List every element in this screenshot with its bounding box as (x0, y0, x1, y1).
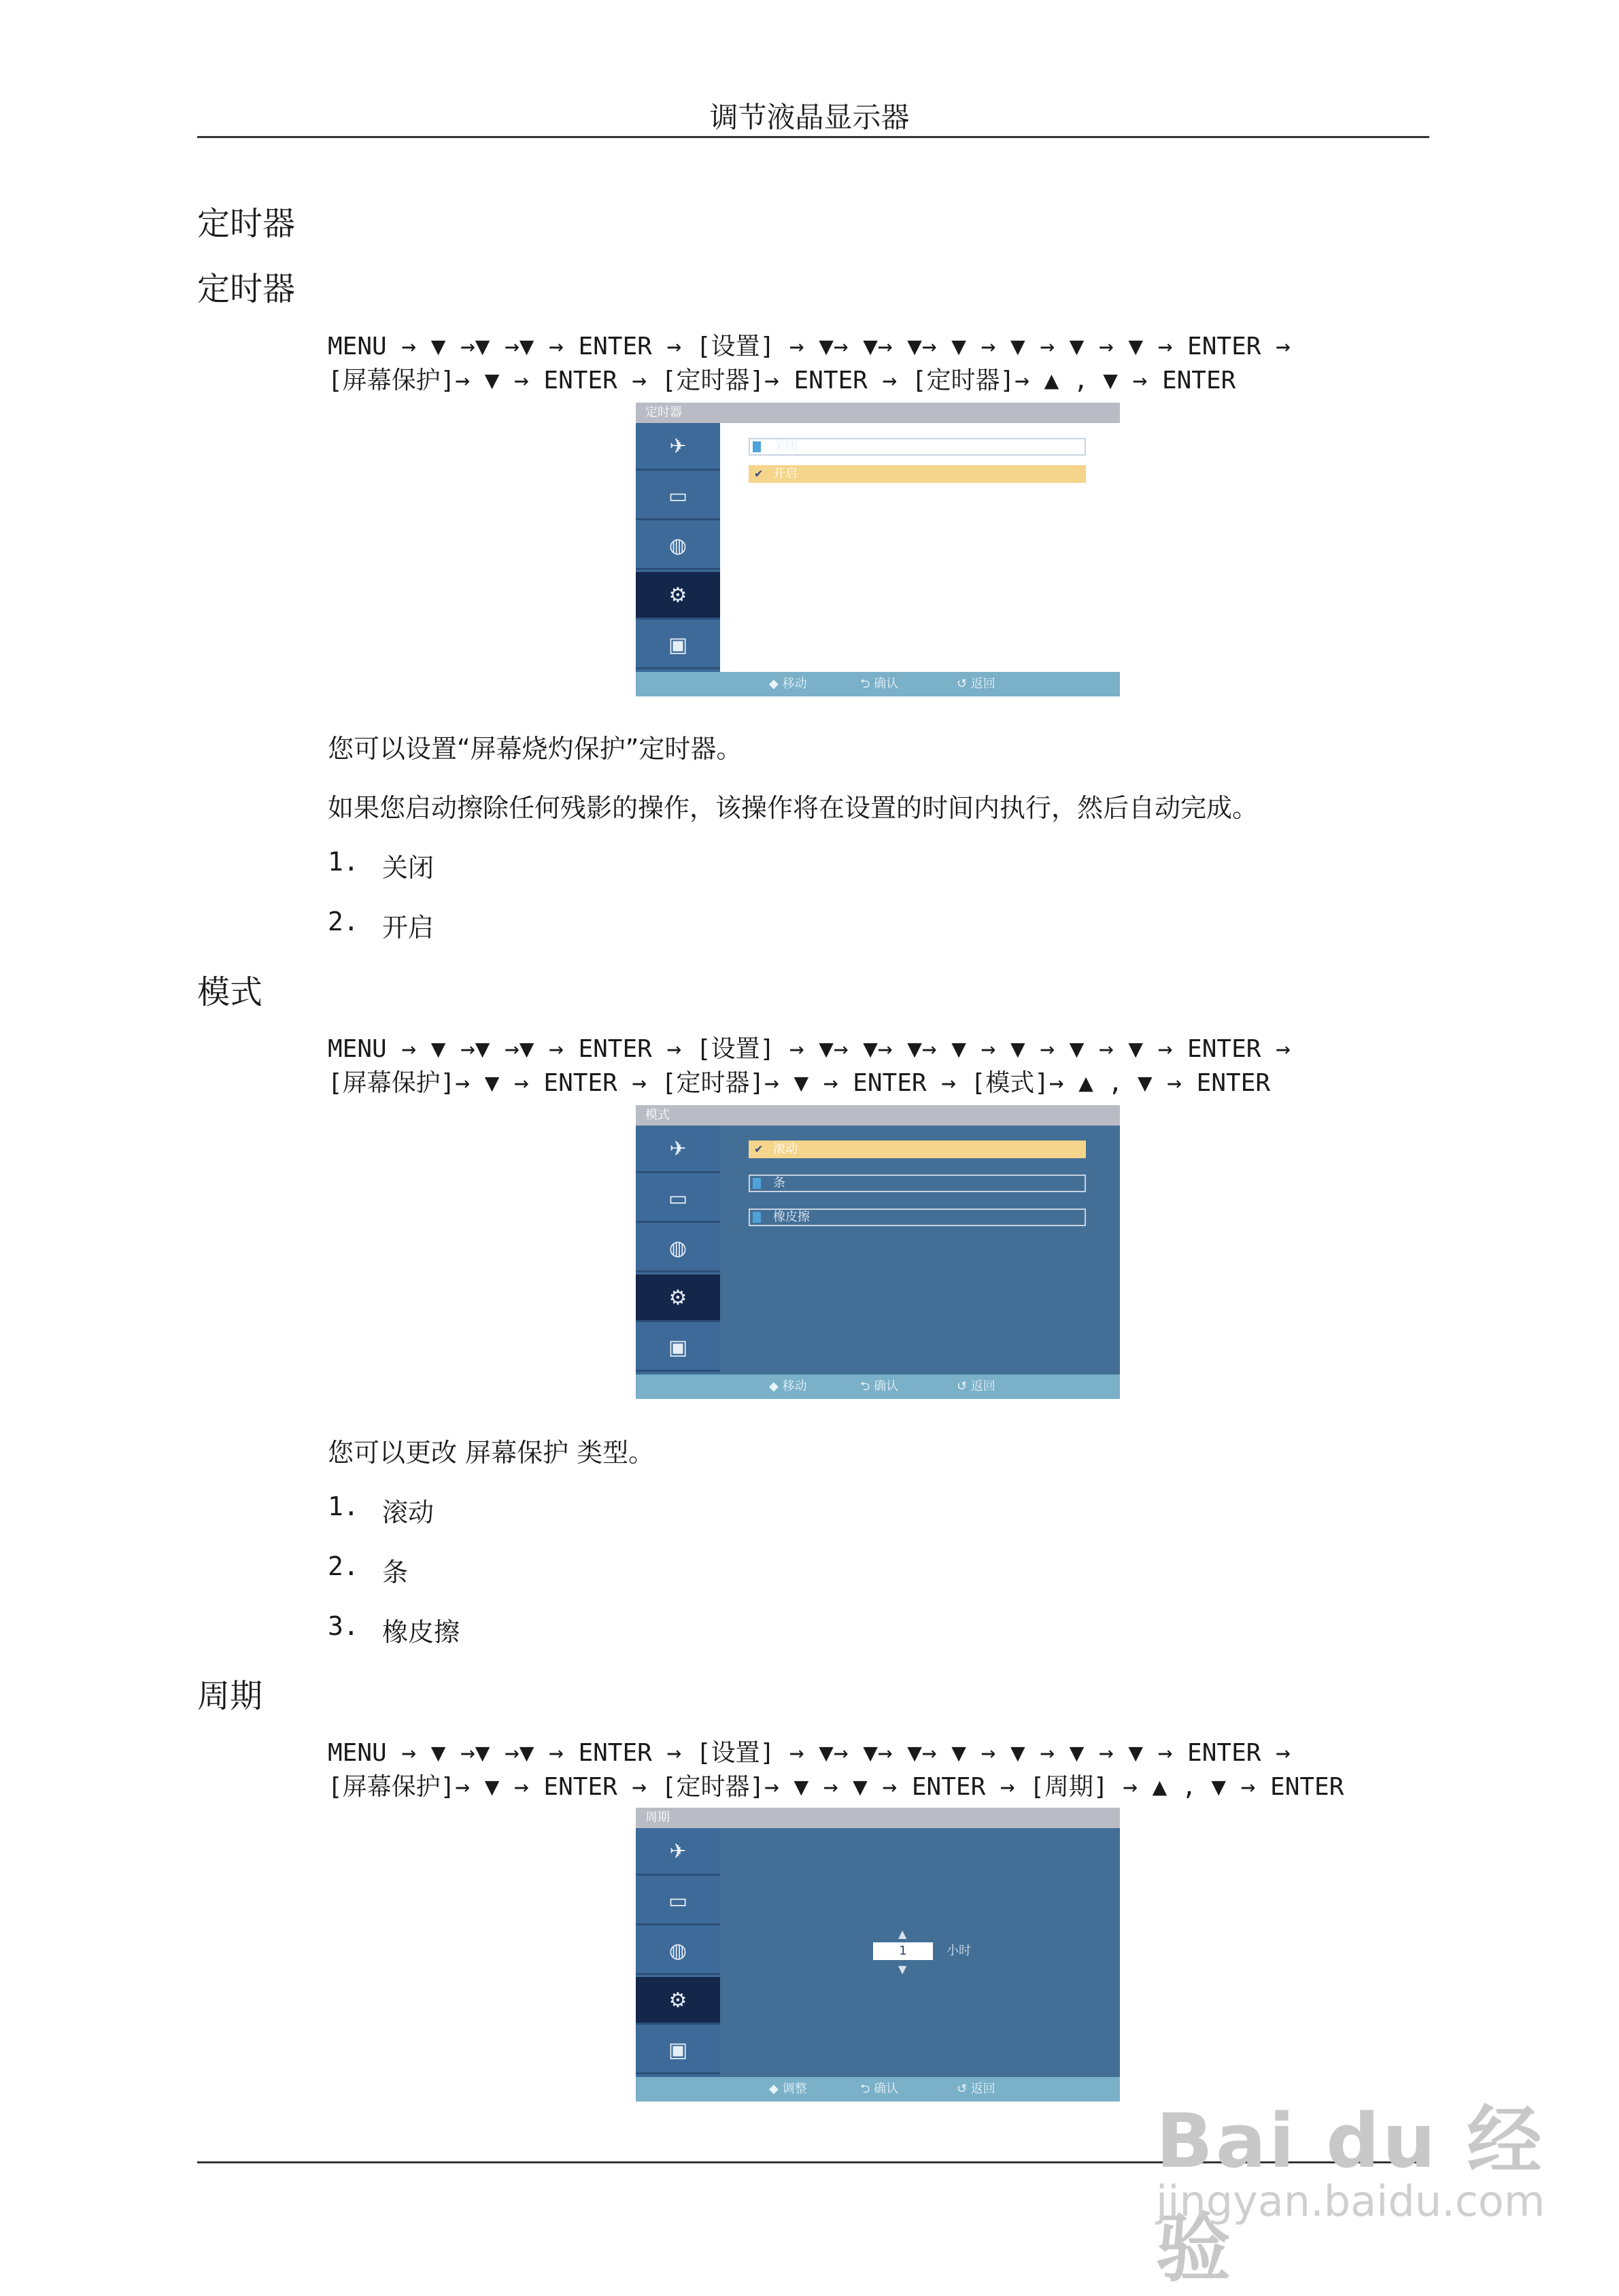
osd-sidebar (636, 1126, 720, 1374)
option-bar[interactable] (749, 1175, 1086, 1192)
footer-confirm: ⮌ 确认 (860, 677, 899, 691)
osd-footer (636, 1374, 1120, 1399)
osd-sidebar (636, 1828, 720, 2077)
header-rule (197, 136, 1429, 138)
footer-move: ◆ 移动 (769, 1379, 807, 1394)
nav-path-period-line1: MENU → ▼ →▼ →▼ → ENTER → [设置] → ▼→ ▼→ ▼→ ▼ → ▼ → ▼ → ▼ → ENTER → (328, 1739, 1291, 1767)
watermark-logo: Bai du 经验 (1156, 2097, 1545, 2292)
list-item-number: 2. (328, 1551, 359, 1581)
sound-icon[interactable]: ◍ (636, 1225, 720, 1272)
osd-title: 周期 (636, 1808, 1120, 1828)
list-item-number: 1. (328, 847, 359, 877)
paragraph-mode-desc: 您可以更改 屏幕保护 类型。 (328, 1438, 655, 1468)
nav-path-mode-line1: MENU → ▼ →▼ →▼ → ENTER → [设置] → ▼→ ▼→ ▼→ ▼ → ▼ → ▼ → ▼ → ENTER → (328, 1035, 1291, 1063)
list-item-bar: 条 (382, 1557, 409, 1587)
nav-path-timer-line2: [屏幕保护]→ ▼ → ENTER → [定时器]→ ENTER → [定时器]→ ▲ , ▼ → ENTER (328, 367, 1236, 394)
subsection-heading-timer: 定时器 (197, 270, 296, 308)
option-off[interactable] (749, 438, 1086, 456)
list-item-number: 3. (328, 1611, 359, 1641)
footer-back: ↺ 返回 (957, 1379, 995, 1394)
footer-adjust: ◆ 调整 (769, 2082, 807, 2096)
setup-gear-icon[interactable]: ⚙ (636, 1274, 720, 1322)
sound-icon[interactable]: ◍ (636, 1927, 720, 1975)
setup-gear-icon[interactable]: ⚙ (636, 572, 720, 620)
list-item-on: 开启 (382, 913, 434, 943)
section-heading-period: 周期 (197, 1677, 263, 1715)
input-icon[interactable]: ▣ (636, 2027, 720, 2074)
osd-screen-mode (636, 1105, 1120, 1399)
osd-footer (636, 2077, 1120, 2101)
nav-path-period-line2: [屏幕保护]→ ▼ → ENTER → [定时器]→ ▼ → ▼ → ENTER → [周期] → ▲ , ▼ → ENTER (328, 1773, 1344, 1801)
section-heading-timer: 定时器 (197, 205, 296, 243)
footer-confirm: ⮌ 确认 (860, 2082, 899, 2096)
paragraph-timer-detail: 如果您启动擦除任何残影的操作，该操作将在设置的时间内执行，然后自动完成。 (328, 793, 1259, 823)
down-arrow-icon[interactable]: ▼ (898, 1963, 907, 1976)
osd-main-panel (720, 1126, 1120, 1374)
paragraph-timer-desc: 您可以设置“屏幕烧灼保护”定时器。 (328, 734, 743, 764)
osd-title: 模式 (636, 1105, 1120, 1126)
option-label: 条 (773, 1176, 785, 1190)
section-heading-mode: 模式 (197, 973, 263, 1011)
footer-confirm: ⮌ 确认 (860, 1379, 899, 1394)
nav-path-mode-line2: [屏幕保护]→ ▼ → ENTER → [定时器]→ ▼ → ENTER → [模式]→ ▲ , ▼ → ENTER (328, 1069, 1271, 1097)
check-icon: ✔ (754, 467, 764, 480)
antenna-icon[interactable]: ✈ (636, 423, 720, 471)
list-item-number: 1. (328, 1491, 359, 1521)
option-label: 橡皮擦 (773, 1210, 810, 1224)
osd-title: 定时器 (636, 403, 1120, 423)
list-item-scroll: 滚动 (382, 1498, 434, 1527)
watermark-url: jingyan.baidu.com (1156, 2176, 1546, 2226)
picture-icon[interactable]: ▭ (636, 1175, 720, 1223)
sound-icon[interactable]: ◍ (636, 522, 720, 570)
osd-sidebar (636, 423, 720, 672)
list-item-number: 2. (328, 907, 359, 936)
picture-icon[interactable]: ▭ (636, 473, 720, 520)
nav-path-timer-line1: MENU → ▼ →▼ →▼ → ENTER → [设置] → ▼→ ▼→ ▼→ ▼ → ▼ → ▼ → ▼ → ENTER → (328, 333, 1291, 360)
input-icon[interactable]: ▣ (636, 622, 720, 669)
option-eraser[interactable] (749, 1209, 1086, 1226)
osd-screen-period (636, 1808, 1120, 2101)
picture-icon[interactable]: ▭ (636, 1878, 720, 1925)
osd-main-panel (720, 1828, 1120, 2077)
antenna-icon[interactable]: ✈ (636, 1828, 720, 1876)
option-on[interactable] (749, 465, 1086, 483)
footer-move: ◆ 移动 (769, 677, 807, 691)
hour-value-field[interactable]: 1 (873, 1942, 933, 1960)
osd-main-panel (720, 423, 1120, 672)
option-label: 关闭 (773, 439, 798, 454)
option-marker-icon (753, 441, 761, 452)
hour-unit-label: 小时 (947, 1944, 971, 1958)
page-header-title: 调节液晶显示器 (709, 101, 910, 134)
osd-screen-timer (636, 403, 1120, 696)
option-label: 开启 (773, 467, 798, 481)
footer-back: ↺ 返回 (957, 677, 995, 691)
option-marker-icon (753, 1178, 761, 1189)
option-scroll[interactable] (749, 1141, 1086, 1158)
antenna-icon[interactable]: ✈ (636, 1126, 720, 1173)
osd-footer (636, 672, 1120, 696)
list-item-eraser: 橡皮擦 (382, 1617, 460, 1647)
list-item-off: 关闭 (382, 853, 434, 883)
input-icon[interactable]: ▣ (636, 1324, 720, 1372)
option-marker-icon (753, 1212, 761, 1223)
option-label: 滚动 (773, 1142, 798, 1156)
check-icon: ✔ (754, 1143, 764, 1155)
footer-back: ↺ 返回 (957, 2082, 995, 2096)
up-arrow-icon[interactable]: ▲ (898, 1927, 907, 1940)
setup-gear-icon[interactable]: ⚙ (636, 1977, 720, 2025)
